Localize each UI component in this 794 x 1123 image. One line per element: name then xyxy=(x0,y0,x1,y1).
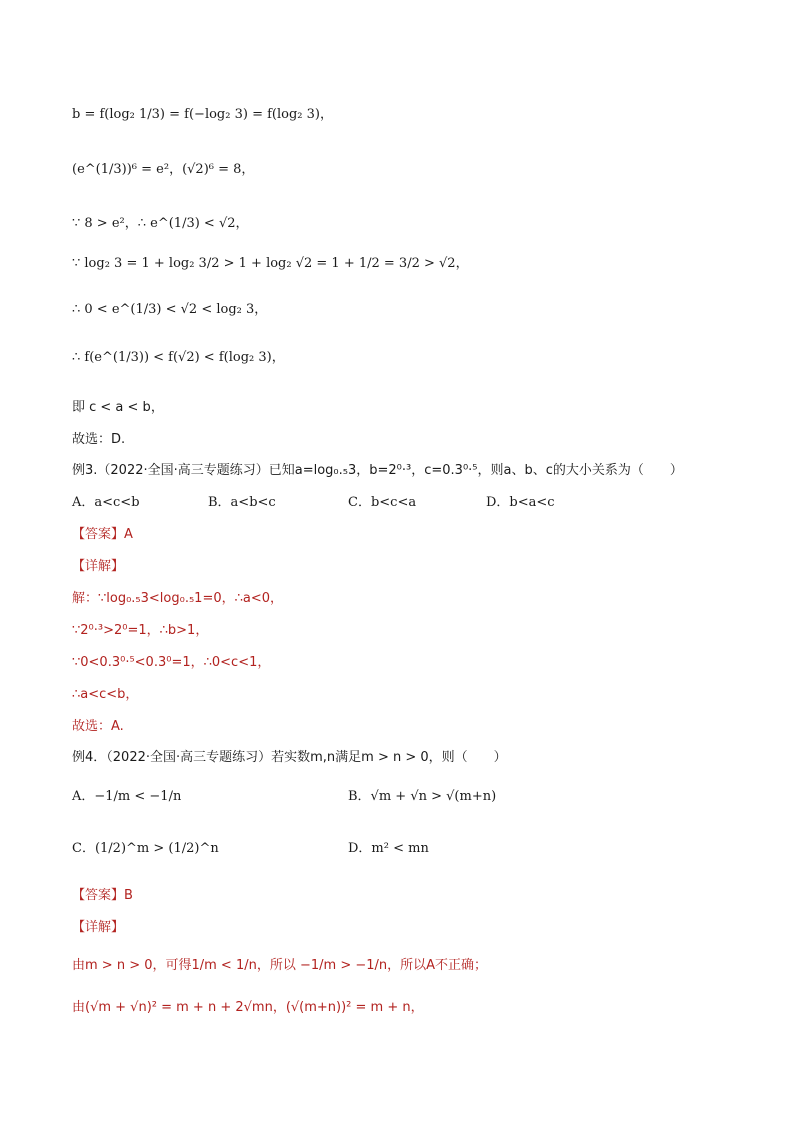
choice-line: 故选：D. xyxy=(72,432,126,447)
ex3-option-b: B．a<b<c xyxy=(208,495,276,510)
ex3-detail-heading: 【详解】 xyxy=(72,559,125,574)
math-line-5: ∴ 0 < e^(1/3) < √2 < log₂ 3， xyxy=(72,302,268,317)
ex3-option-a: A．a<c<b xyxy=(72,495,140,510)
ex3-step-2: ∵2⁰·³>2⁰=1，∴b>1， xyxy=(72,623,209,638)
ex3-step-4: ∴a<c<b， xyxy=(72,687,139,702)
math-line-6: ∴ f(e^(1/3)) < f(√2) < f(log₂ 3)， xyxy=(72,350,285,365)
ex3-option-d: D．b<a<c xyxy=(486,495,555,510)
ex4-option-c: C．(1/2)^m > (1/2)^n xyxy=(72,841,219,856)
ex4-detail-heading: 【详解】 xyxy=(72,920,125,935)
math-line-3: ∵ 8 > e²，∴ e^(1/3) < √2， xyxy=(72,216,249,231)
ex3-step-5: 故选：A. xyxy=(72,719,124,734)
example-3-question: 例3.（2022·全国·高三专题练习）已知a=log₀.₅3，b=2⁰·³，c=0.3⁰·⁵，则a、b、c的大小关系为（ ） xyxy=(72,463,683,478)
ex4-step-1: 由m > n > 0，可得1/m < 1/n，所以 −1/m > −1/n，所以A不正确； xyxy=(72,958,488,973)
ex4-option-d: D．m² < mn xyxy=(348,841,429,856)
ex4-option-b: B．√m + √n > √(m+n) xyxy=(348,789,497,804)
ex3-step-3: ∵0<0.3⁰·⁵<0.3⁰=1，∴0<c<1， xyxy=(72,655,271,670)
math-line-1: b = f(log₂ 1/3) = f(−log₂ 3) = f(log₂ 3)， xyxy=(72,107,333,122)
ex4-step-2: 由(√m + √n)² = m + n + 2√mn，(√(m+n))² = m + n， xyxy=(72,1000,424,1015)
ex3-step-1: 解：∵log₀.₅3<log₀.₅1=0，∴a<0， xyxy=(72,591,284,606)
math-line-4: ∵ log₂ 3 = 1 + log₂ 3/2 > 1 + log₂ √2 = 1 + 1/2 = 3/2 > √2， xyxy=(72,256,469,271)
math-line-2: (e^(1/3))⁶ = e²，(√2)⁶ = 8， xyxy=(72,162,255,177)
example-4-question: 例4．（2022·全国·高三专题练习）若实数m,n满足m > n > 0，则（ ） xyxy=(72,750,507,765)
ex3-answer: 【答案】A xyxy=(72,527,133,542)
ex4-answer: 【答案】B xyxy=(72,888,133,903)
ex4-option-a: A．−1/m < −1/n xyxy=(72,789,182,804)
conclusion-line: 即 c < a < b， xyxy=(72,400,164,415)
ex3-option-c: C．b<c<a xyxy=(348,495,417,510)
